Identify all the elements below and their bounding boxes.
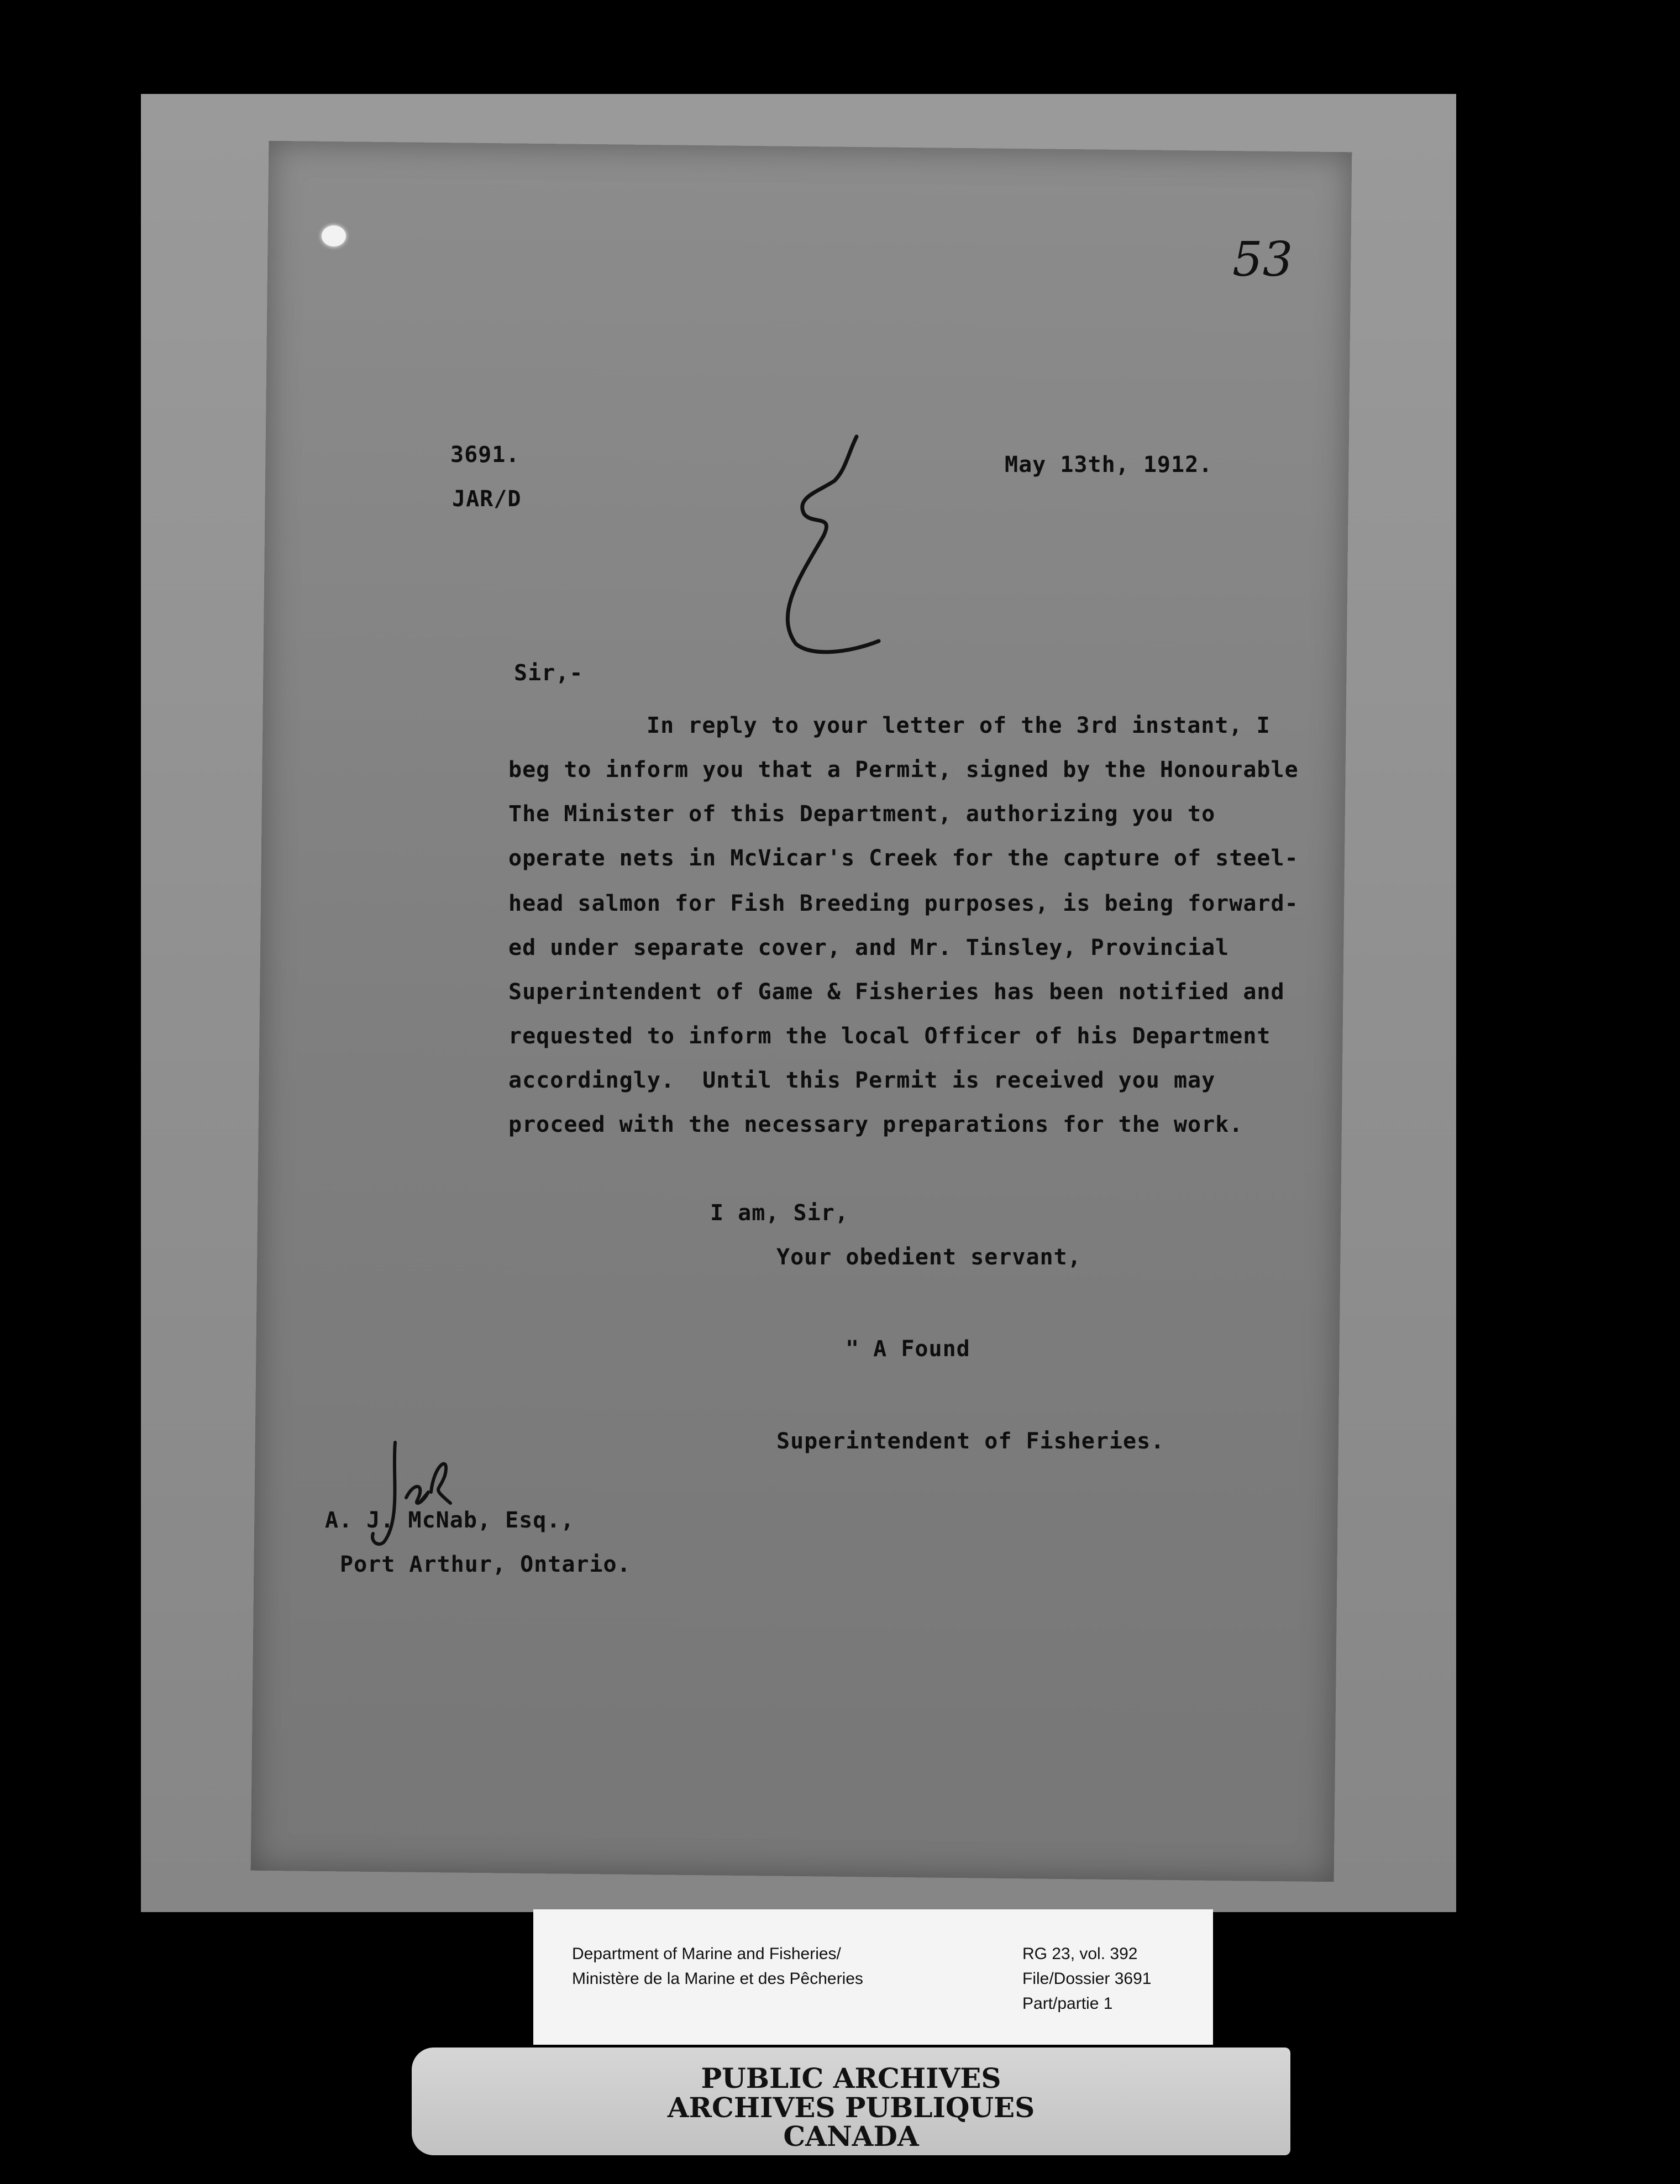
closing-line: I am, Sir, <box>710 1200 849 1226</box>
recipient-address: Port Arthur, Ontario. <box>340 1552 631 1577</box>
archive-reference-label <box>533 1909 1213 2045</box>
record-reference <box>1022 1941 1151 2016</box>
file-number: 3691. <box>450 442 520 468</box>
body-line: In reply to your letter of the 3rd instant, I <box>647 713 1271 738</box>
stamp-line-2: ARCHIVES PUBLIQUES <box>667 2091 1035 2124</box>
record-group: RG 23, vol. 392 <box>1022 1945 1138 1963</box>
typed-signature: " A Found <box>846 1336 970 1362</box>
public-archives-stamp <box>412 2048 1290 2155</box>
recipient-name: A. J. McNab, Esq., <box>325 1508 575 1533</box>
salutation: Sir,- <box>514 660 584 686</box>
body-line: beg to inform you that a Permit, signed by the Honourable <box>508 757 1299 783</box>
typist-initials: JAR/D <box>452 486 522 512</box>
stamp-line-3: CANADA <box>783 2120 919 2152</box>
file-reference: File/Dossier 3691 <box>1022 1970 1152 1988</box>
complimentary-close: Your obedient servant, <box>776 1245 1082 1270</box>
handwritten-initials <box>362 1431 456 1553</box>
part-reference: Part/partie 1 <box>1022 1994 1113 2013</box>
stamp-line-1: PUBLIC ARCHIVES <box>701 2062 1001 2094</box>
body-line: operate nets in McVicar's Creek for the capture of steel- <box>508 846 1299 871</box>
department-english: Department of Marine and Fisheries/ <box>572 1945 841 1963</box>
body-line: Superintendent of Game & Fisheries has been notified and <box>508 979 1285 1005</box>
handwritten-e-mark <box>752 431 895 663</box>
body-line: head salmon for Fish Breeding purposes, is being forward- <box>508 891 1299 916</box>
signature-title: Superintendent of Fisheries. <box>776 1429 1165 1454</box>
body-line: accordingly. Until this Permit is received you may <box>508 1068 1216 1093</box>
department-names <box>572 1941 863 1991</box>
body-line: requested to inform the local Officer of his Department <box>508 1023 1271 1049</box>
punch-hole <box>322 225 346 246</box>
letter-date: May 13th, 1912. <box>1005 452 1213 477</box>
handwritten-page-number: 53 <box>1232 232 1293 287</box>
body-line: proceed with the necessary preparations for the work. <box>508 1112 1243 1137</box>
body-line: ed under separate cover, and Mr. Tinsley, Provincial <box>508 935 1230 960</box>
department-french: Ministère de la Marine et des Pêcheries <box>572 1970 863 1988</box>
letter-sheet <box>251 141 1352 1882</box>
body-line: The Minister of this Department, authorizing you to <box>508 801 1216 827</box>
